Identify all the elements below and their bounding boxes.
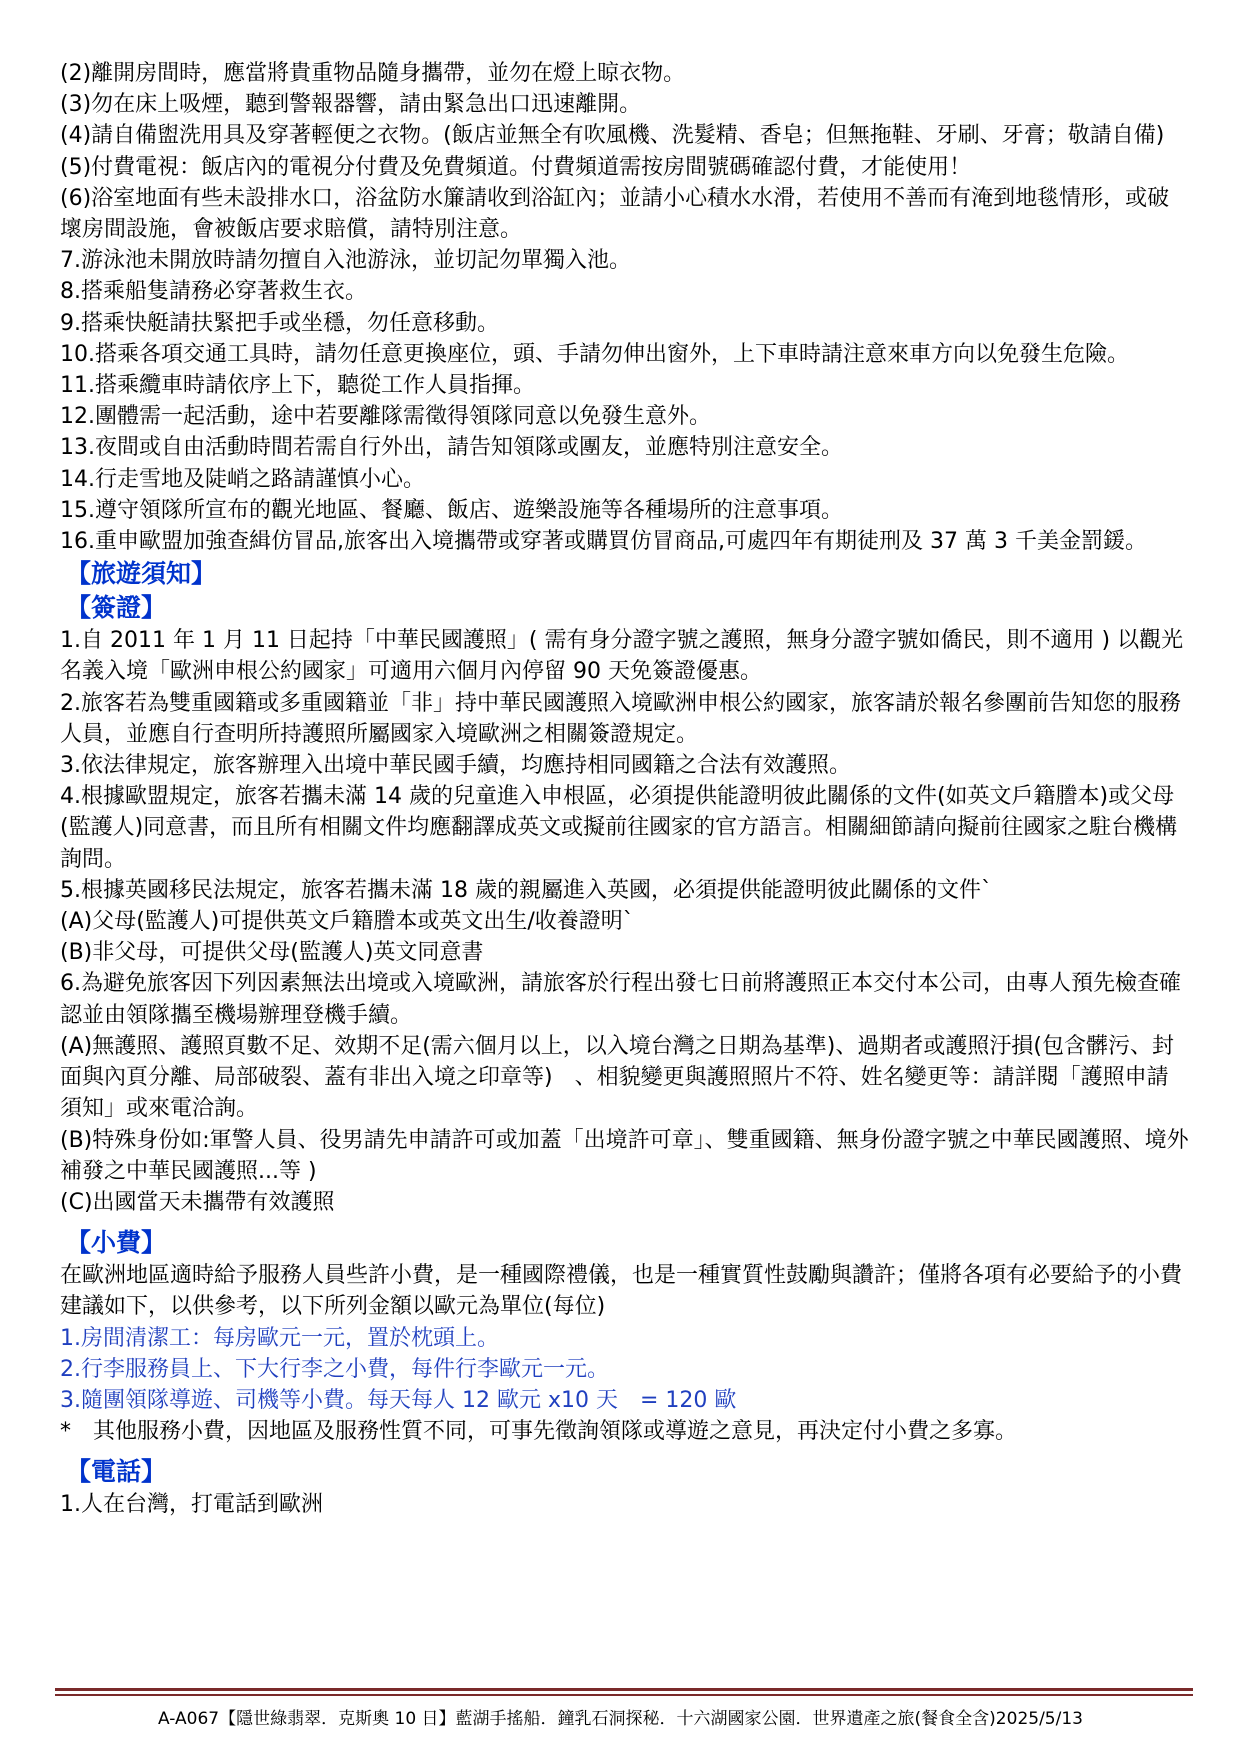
visa-item: 5.根據英國移民法規定，旅客若攜未滿 18 歲的親屬進入英國，必須提供能證明彼此關係的文件` xyxy=(60,877,992,903)
section-heading-visa: 【簽證】 xyxy=(66,593,167,623)
rule-item: 9.搭乘快艇請扶緊把手或坐穩，勿任意移動。 xyxy=(60,310,499,336)
tips-item: 3.隨團領隊導遊、司機等小費。每天每人 12 歐元 x10 天 = 120 歐 xyxy=(60,1387,737,1413)
visa-item: 6.為避免旅客因下列因素無法出境或入境歐洲，請旅客於行程出發七日前將護照正本交付本公司，由專人預先檢查確認並由領隊攜至機場辦理登機手續。 xyxy=(60,971,1181,1028)
tips-note: * 其他服務小費，因地區及服務性質不同，可事先徵詢領隊或導遊之意見，再決定付小費之多寡。 xyxy=(60,1419,1018,1445)
rules-list xyxy=(60,58,1190,557)
rule-item: 7.游泳池未開放時請勿擅自入池游泳，並切記勿單獨入池。 xyxy=(60,248,631,274)
tips-intro: 在歐洲地區適時給予服務人員些許小費，是一種國際禮儀，也是一種實質性鼓勵與讚許；僅將各項有必要給予的小費建議如下，以供參考，以下所列金額以歐元為單位(每位) xyxy=(60,1263,1183,1320)
phone-item: 1.人在台灣，打電話到歐洲 xyxy=(60,1492,323,1518)
page-footer: A-A067【隱世綠翡翠．克斯奧 10 日】藍湖手搖船．鐘乳石洞探秘．十六湖國家公園．世界遺產之旅(餐食全含)2025/5/13 xyxy=(158,1709,1083,1729)
rule-item: (3)勿在床上吸煙，聽到警報器響，請由緊急出口迅速離開。 xyxy=(60,92,642,118)
rule-item: 11.搭乘纜車時請依序上下，聽從工作人員指揮。 xyxy=(60,373,535,399)
visa-item: (B)特殊身份如:軍警人員、役男請先申請許可或加蓋「出境許可章」、雙重國籍、無身份證字號之中華民國護照、境外補發之中華民國護照...等 ) xyxy=(60,1127,1189,1184)
section-heading-tips: 【小費】 xyxy=(66,1228,167,1258)
rule-item: 12.團體需一起活動，途中若要離隊需徵得領隊同意以免發生意外。 xyxy=(60,404,711,430)
visa-item: (B)非父母，可提供父母(監護人)英文同意書 xyxy=(60,940,484,966)
visa-item: (A)父母(監護人)可提供英文戶籍謄本或英文出生/收養證明` xyxy=(60,909,634,935)
rule-item: 10.搭乘各項交通工具時，請勿任意更換座位，頭、手請勿伸出窗外，上下車時請注意來車方向以免發生危險。 xyxy=(60,341,1129,367)
tips-item: 2.行李服務員上、下大行李之小費，每件行李歐元一元。 xyxy=(60,1356,609,1382)
rule-item: 14.行走雪地及陡峭之路請謹慎小心。 xyxy=(60,466,425,492)
rule-item: 8.搭乘船隻請務必穿著救生衣。 xyxy=(60,279,367,305)
document-page xyxy=(60,58,1190,1521)
visa-item: (C)出國當天未攜帶有效護照 xyxy=(60,1189,335,1215)
visa-item: 3.依法律規定，旅客辦理入出境中華民國手續，均應持相同國籍之合法有效護照。 xyxy=(60,753,851,779)
rule-item: (6)浴室地面有些未設排水口，浴盆防水簾請收到浴缸內；並請小心積水水滑，若使用不善而有淹到地毯情形，或破壞房間設施，會被飯店要求賠償，請特別注意。 xyxy=(60,185,1170,243)
rule-item: 13.夜間或自由活動時間若需自行外出，請告知領隊或團友，並應特別注意安全。 xyxy=(60,435,843,461)
rule-item: 16.重申歐盟加強查緝仿冒品,旅客出入境攜帶或穿著或購買仿冒商品,可處四年有期徒刑及 37 萬 3 千美金罰鍰。 xyxy=(60,529,1147,555)
rule-item: (4)請自備盥洗用具及穿著輕便之衣物。(飯店並無全有吹風機、洗髮精、香皂；但無拖鞋、牙刷、牙膏；敬請自備) xyxy=(60,123,1165,149)
rule-item: (2)離開房間時，應當將貴重物品隨身攜帶，並勿在燈上晾衣物。 xyxy=(60,61,686,86)
visa-item: 2.旅客若為雙重國籍或多重國籍並「非」持中華民國護照入境歐洲申根公約國家，旅客請於報名參團前告知您的服務人員，並應自行查明所持護照所屬國家入境歐洲之相關簽證規定。 xyxy=(60,690,1181,747)
visa-list xyxy=(60,625,1190,1218)
visa-item: (A)無護照、護照頁數不足、效期不足(需六個月以上，以入境台灣之日期為基準)、過期者或護照汙損(包含髒污、封面與內頁分離、局部破裂、蓋有非出入境之印章等) 、相貌變更與護照照片不符、姓名變更等：請詳閱「護照申請須知」或來電洽詢。 xyxy=(60,1033,1174,1122)
rule-item: (5)付費電視：飯店內的電視分付費及免費頻道。付費頻道需按房間號碼確認付費，才能使用！ xyxy=(60,154,972,180)
section-heading-phone: 【電話】 xyxy=(66,1457,167,1487)
visa-item: 4.根據歐盟規定，旅客若攜未滿 14 歲的兒童進入申根區，必須提供能證明彼此關係的文件(如英文戶籍謄本)或父母(監護人)同意書，而且所有相關文件均應翻譯成英文或擬前往國家的官方語言。相關細節請向擬前往國家之駐台機構詢問。 xyxy=(60,784,1178,872)
visa-item: 1.自 2011 年 1 月 11 日起持「中華民國護照」( 需有身分證字號之護照，無身分證字號如僑民，則不適用 ) 以觀光名義入境「歐洲申根公約國家」可適用六個月內停留 90 天免簽證優惠。 xyxy=(60,628,1184,685)
section-heading-travel: 【旅遊須知】 xyxy=(66,559,217,589)
tips-item: 1.房間清潔工：每房歐元一元，置於枕頭上。 xyxy=(60,1325,499,1351)
tips-list xyxy=(60,1323,1190,1417)
rule-item: 15.遵守領隊所宣布的觀光地區、餐廳、飯店、遊樂設施等各種場所的注意事項。 xyxy=(60,497,843,523)
footer-divider xyxy=(55,1688,1193,1696)
